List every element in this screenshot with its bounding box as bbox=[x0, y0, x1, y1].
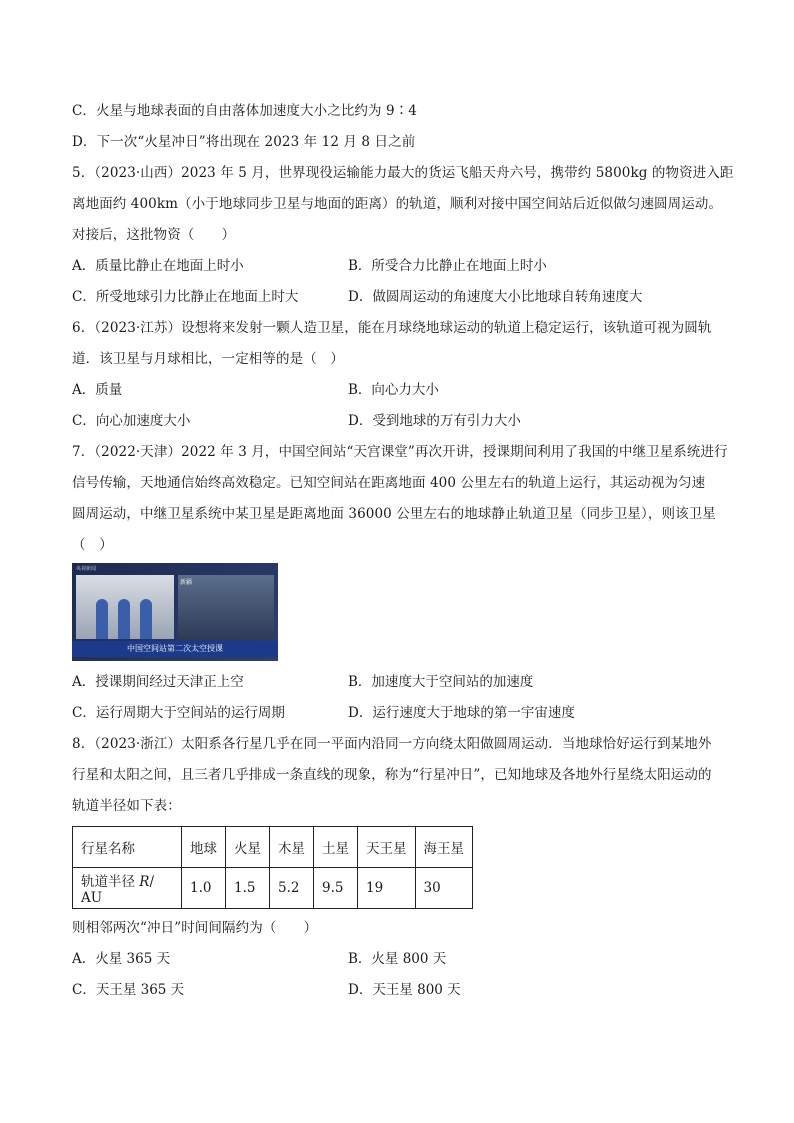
q7-stem-line1: 7．（2022·天津）2022 年 3 月，中国空间站“天宫课堂”再次开讲，授课期间利用了我国的中继卫星系统进行 bbox=[72, 444, 728, 460]
table-cell-radius: 5.2 bbox=[270, 868, 314, 909]
q6-option-a: A．质量 bbox=[72, 382, 123, 398]
q6-option-c: C．向心加速度大小 bbox=[72, 413, 191, 429]
q7-option-d: D．运行速度大于地球的第一宇宙速度 bbox=[348, 705, 575, 721]
q8-stem-line1: 8．（2023·浙江）太阳系各行星几乎在同一平面内沿同一方向绕太阳做圆周运动．当地球恰好运行到某地外 bbox=[72, 736, 712, 752]
table-cell-planet: 天王星 bbox=[358, 827, 416, 868]
table-cell-planet: 地球 bbox=[182, 827, 226, 868]
q7-option-c: C．运行周期大于空间站的运行周期 bbox=[72, 705, 285, 721]
q7-option-b: B．加速度大于空间站的加速度 bbox=[348, 674, 534, 690]
q8-stem-line3: 轨道半径如下表： bbox=[72, 798, 181, 814]
q8-option-a: A．火星 365 天 bbox=[72, 951, 171, 967]
table-header-cell: 行星名称 bbox=[73, 827, 182, 868]
table-cell-planet: 火星 bbox=[226, 827, 270, 868]
q5-stem-line1: 5．（2023·山西）2023 年 5 月，世界现役运输能力最大的货运飞船天舟六号，携带约 5800kg 的物资进入距 bbox=[72, 165, 734, 181]
q4-option-d: D．下一次“火星冲日”将出现在 2023 年 12 月 8 日之前 bbox=[72, 134, 416, 150]
q7-stem-line2: 信号传输，天地通信始终高效稳定。已知空间站在距离地面 400 公里左右的轨道上运行，其运动视为匀速 bbox=[72, 475, 706, 491]
q8-stem-line2: 行星和太阳之间，且三者几乎排成一条直线的现象，称为“行星冲日”，已知地球及各地外行星绕太阳运动的 bbox=[72, 767, 712, 783]
orbit-radius-table bbox=[72, 826, 473, 909]
radius-label-unit: / AU bbox=[81, 874, 155, 906]
q7-photo-topbar: 央视新闻 bbox=[76, 566, 97, 572]
q8-options-row2 bbox=[72, 975, 724, 1006]
q6-options-row2 bbox=[72, 406, 724, 437]
table-cell-radius: 9.5 bbox=[314, 868, 358, 909]
q5-stem-line3: 对接后，这批物资（ ） bbox=[72, 227, 236, 243]
q7-photo-caption: 中国空间站第二次太空授课 bbox=[72, 641, 278, 657]
q7-options-row2 bbox=[72, 698, 724, 729]
q5-option-a: A．质量比静止在地面上时小 bbox=[72, 258, 244, 274]
q6-options-row1 bbox=[72, 375, 724, 406]
q8-after-table: 则相邻两次“冲日”时间间隔约为（ ） bbox=[72, 920, 318, 936]
q7-photo-classroom bbox=[178, 575, 274, 639]
q5-options-row1 bbox=[72, 251, 724, 282]
q7-stem-line4: （ ） bbox=[72, 537, 113, 553]
table-row bbox=[73, 827, 473, 868]
q8-option-b: B．火星 800 天 bbox=[348, 951, 447, 967]
q7-stem-line3: 圆周运动，中继卫星系统中某卫星是距离地面 36000 公里左右的地球静止轨道卫星（同步卫星），则该卫星 bbox=[72, 506, 716, 522]
q7-option-a: A．授课期间经过天津正上空 bbox=[72, 674, 244, 690]
q7-options-row1 bbox=[72, 667, 724, 698]
q6-option-d: D．受到地球的万有引力大小 bbox=[348, 413, 521, 429]
table-cell-planet: 海王星 bbox=[415, 827, 473, 868]
table-cell-planet: 木星 bbox=[270, 827, 314, 868]
q5-options-row2 bbox=[72, 282, 724, 313]
table-header-cell-radius bbox=[73, 868, 182, 909]
q6-stem-line1: 6．（2023·江苏）设想将来发射一颗人造卫星，能在月球绕地球运动的轨道上稳定运行，该轨道可视为圆轨 bbox=[72, 320, 712, 336]
q4-option-c: C．火星与地球表面的自由落体加速度大小之比约为 9∶4 bbox=[72, 103, 417, 119]
astronaut-figure bbox=[96, 599, 108, 639]
q5-stem-line2: 离地面约 400km（小于地球同步卫星与地面的距离）的轨道，顺利对接中国空间站后近似做匀速圆周运动。 bbox=[72, 196, 723, 212]
q8-options-row1 bbox=[72, 944, 724, 975]
q7-photo-location-tag: 新疆 bbox=[180, 579, 193, 586]
table-row bbox=[73, 868, 473, 909]
astronaut-figure bbox=[140, 599, 152, 639]
table-cell-radius: 19 bbox=[358, 868, 416, 909]
q7-photo-station-interior bbox=[76, 575, 174, 639]
q7-photo bbox=[72, 563, 278, 661]
q8-option-d: D．天王星 800 天 bbox=[348, 982, 461, 998]
q6-stem-line2: 道．该卫星与月球相比，一定相等的是（ ） bbox=[72, 351, 344, 367]
q5-option-d: D．做圆周运动的角速度大小比地球自转角速度大 bbox=[348, 289, 643, 305]
radius-label-prefix: 轨道半径 bbox=[81, 874, 140, 890]
astronaut-figure bbox=[118, 599, 130, 639]
q5-option-c: C．所受地球引力比静止在地面上时大 bbox=[72, 289, 299, 305]
table-cell-planet: 土星 bbox=[314, 827, 358, 868]
table-cell-radius: 30 bbox=[415, 868, 473, 909]
q6-option-b: B．向心力大小 bbox=[348, 382, 439, 398]
radius-label-var: R bbox=[139, 874, 150, 890]
table-cell-radius: 1.5 bbox=[226, 868, 270, 909]
q8-option-c: C．天王星 365 天 bbox=[72, 982, 185, 998]
q5-option-b: B．所受合力比静止在地面上时小 bbox=[348, 258, 547, 274]
exam-page bbox=[72, 96, 734, 1006]
table-cell-radius: 1.0 bbox=[182, 868, 226, 909]
